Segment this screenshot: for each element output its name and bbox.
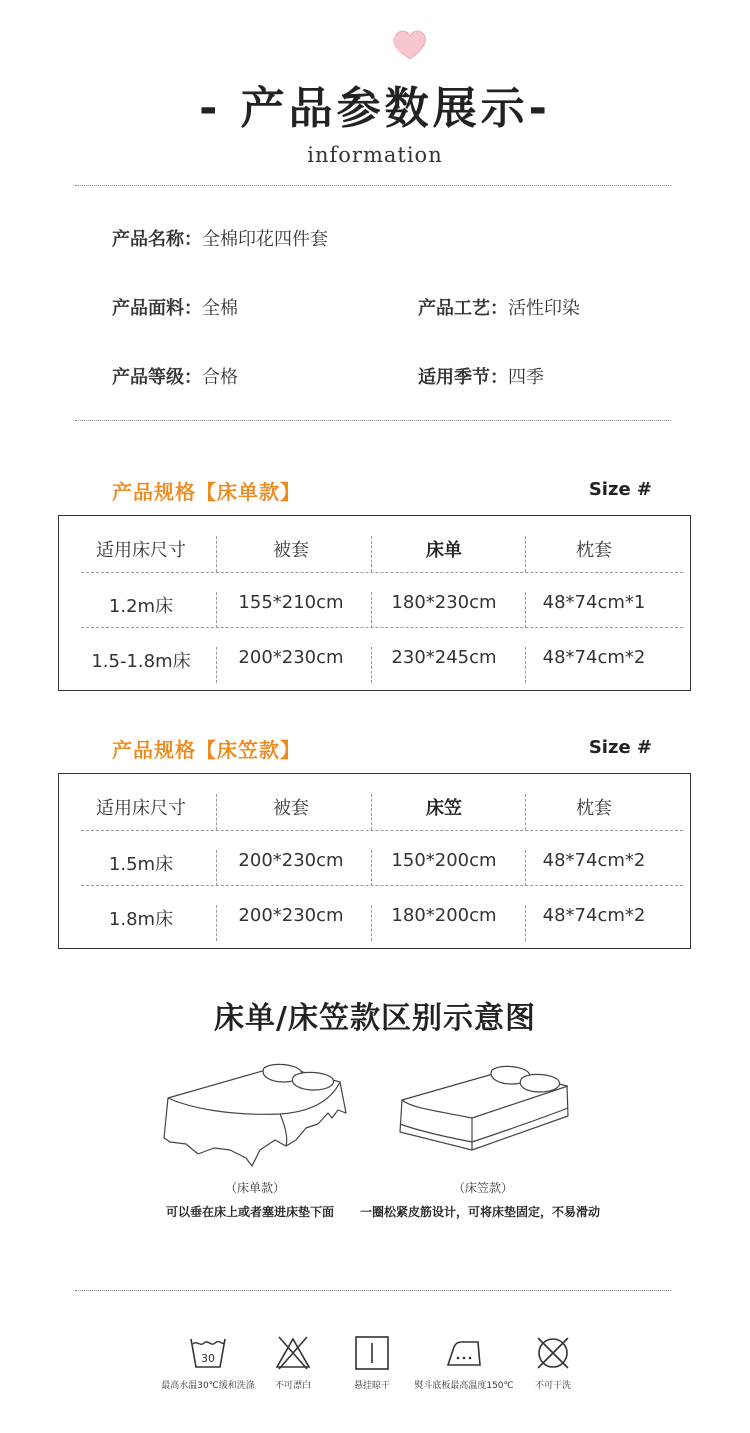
spec-fitted-title: 产品规格【床笠款】 xyxy=(112,738,301,762)
table-header-cell: 适用床尺寸 xyxy=(96,540,186,561)
table-header-cell: 被套 xyxy=(273,540,309,561)
wash-temp: 30 xyxy=(201,1352,215,1365)
diagram-title: 床单/床笠款区别示意图 xyxy=(214,1001,536,1036)
table-cell: 48*74cm*2 xyxy=(542,905,646,926)
table-column-divider xyxy=(525,536,526,572)
table-row-divider xyxy=(81,627,683,628)
info-key: 产品工艺： xyxy=(418,298,508,319)
size-tag: Size # xyxy=(588,737,652,758)
heart-icon xyxy=(390,25,430,65)
fitted-sheet-description: 一圈松紧皮筋设计，可将床垫固定，不易滑动 xyxy=(359,1205,600,1219)
iron-label: 熨斗底板最高温度150℃ xyxy=(414,1381,514,1391)
info-fabric xyxy=(112,294,238,320)
table-cell: 200*230cm xyxy=(238,905,344,926)
info-value: 全棉 xyxy=(202,298,238,319)
table-cell: 1.5m床 xyxy=(108,854,174,875)
table-header-cell: 被套 xyxy=(273,798,309,819)
fitted-sheet-label: （床笠款） xyxy=(452,1181,513,1195)
table-column-divider xyxy=(216,794,217,830)
info-season xyxy=(418,363,544,389)
spec-sheet-table xyxy=(58,515,691,691)
page-subtitle: information xyxy=(307,143,443,167)
table-cell: 180*230cm xyxy=(391,592,497,613)
info-product-name xyxy=(112,225,328,251)
table-cell: 230*245cm xyxy=(391,647,497,668)
info-key: 产品面料： xyxy=(112,298,202,319)
info-grade xyxy=(112,363,238,389)
table-header-cell: 适用床尺寸 xyxy=(96,798,186,819)
table-column-divider xyxy=(371,592,372,628)
flat-sheet-label: （床单款） xyxy=(224,1181,285,1195)
table-header-cell: 枕套 xyxy=(576,798,612,819)
table-column-divider xyxy=(525,647,526,683)
no-bleach-icon xyxy=(273,1333,313,1373)
table-header-cell: 枕套 xyxy=(576,540,612,561)
spec-sheet-title: 产品规格【床单款】 xyxy=(112,480,301,504)
table-column-divider xyxy=(216,905,217,941)
table-cell: 48*74cm*2 xyxy=(542,850,646,871)
no-dry-clean-label: 不可干洗 xyxy=(534,1381,571,1391)
wash-30-icon xyxy=(188,1333,228,1373)
spec-fitted-table xyxy=(58,773,691,949)
table-column-divider xyxy=(216,647,217,683)
fitted-sheet-bed-illustration xyxy=(392,1058,577,1158)
no-dry-clean-icon xyxy=(533,1333,573,1373)
table-column-divider xyxy=(525,905,526,941)
info-craft xyxy=(418,294,580,320)
table-column-divider xyxy=(525,794,526,830)
table-cell: 150*200cm xyxy=(391,850,497,871)
table-row-divider xyxy=(81,572,683,573)
info-value: 全棉印花四件套 xyxy=(202,229,328,250)
table-column-divider xyxy=(525,592,526,628)
table-cell: 1.2m床 xyxy=(108,596,174,617)
table-column-divider xyxy=(216,850,217,886)
table-column-divider xyxy=(216,536,217,572)
divider xyxy=(75,1290,671,1291)
table-column-divider xyxy=(216,592,217,628)
info-value: 活性印染 xyxy=(508,298,580,319)
table-column-divider xyxy=(371,850,372,886)
table-column-divider xyxy=(371,794,372,830)
info-key: 产品名称： xyxy=(112,229,202,250)
table-cell: 180*200cm xyxy=(391,905,497,926)
divider xyxy=(75,185,671,186)
flat-sheet-bed-illustration xyxy=(160,1058,350,1173)
table-cell: 48*74cm*2 xyxy=(542,647,646,668)
wash-label: 最高水温30℃缓和洗涤 xyxy=(161,1381,255,1391)
flat-sheet-description: 可以垂在床上或者塞进床垫下面 xyxy=(165,1205,334,1219)
table-cell: 1.8m床 xyxy=(108,909,174,930)
table-cell: 200*230cm xyxy=(238,850,344,871)
no-bleach-label: 不可漂白 xyxy=(274,1381,311,1391)
table-cell: 155*210cm xyxy=(238,592,344,613)
page-title: - 产品参数展示- xyxy=(199,83,551,134)
table-header-cell: 床笠 xyxy=(426,798,462,819)
table-column-divider xyxy=(371,647,372,683)
divider xyxy=(75,420,671,421)
info-value: 合格 xyxy=(202,367,238,388)
size-tag: Size # xyxy=(588,479,652,500)
table-column-divider xyxy=(371,536,372,572)
table-column-divider xyxy=(525,850,526,886)
info-key: 产品等级： xyxy=(112,367,202,388)
hang-dry-label: 悬挂晾干 xyxy=(353,1381,390,1391)
hang-dry-icon xyxy=(352,1333,392,1373)
table-cell: 1.5-1.8m床 xyxy=(91,651,191,672)
iron-icon xyxy=(444,1333,484,1373)
table-column-divider xyxy=(371,905,372,941)
info-key: 适用季节： xyxy=(418,367,508,388)
table-row-divider xyxy=(81,885,683,886)
table-cell: 200*230cm xyxy=(238,647,344,668)
table-row-divider xyxy=(81,830,683,831)
info-value: 四季 xyxy=(508,367,544,388)
table-cell: 48*74cm*1 xyxy=(542,592,646,613)
table-header-cell: 床单 xyxy=(426,540,462,561)
